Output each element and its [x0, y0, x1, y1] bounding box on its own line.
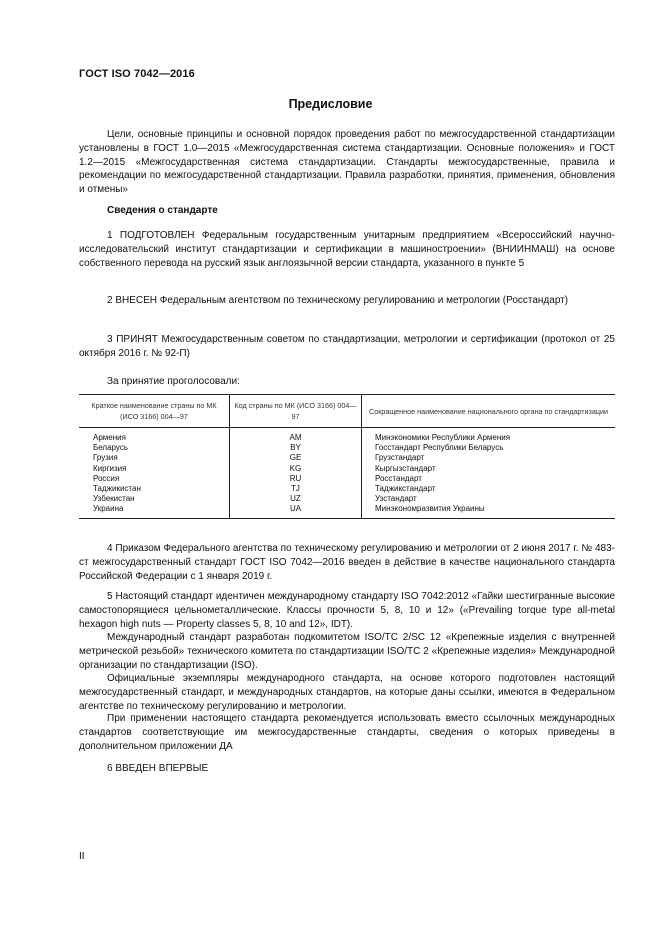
- vote-label: За принятие проголосовали:: [107, 376, 240, 387]
- intro-paragraph: Цели, основные принципы и основной порядок проведения работ по межгосударственной стандартизации установлены в ГОСТ 1.0—2015 «Межгосударственная система стандартизации. Основные положения» и ГОСТ 1.2—2015 «Межгосударственная система стандартизации. Стандарты межгосударственные, правила и рекомендации по межгосударственной стандартизации. Правила разработки, принятия, применения, обновления и отмены»: [79, 129, 615, 196]
- item-2-paragraph: 2 ВНЕСЕН Федеральным агентством по техническому регулированию и метрологии (Росстандарт): [107, 295, 569, 306]
- body-cell: Росстандарт: [362, 474, 616, 484]
- vote-table: [79, 394, 615, 519]
- header-country-code: Код страны по МК (ИСО 3166) 004—97: [230, 395, 362, 428]
- vote-table-header-row: [79, 395, 615, 428]
- code-cell: KG: [230, 464, 362, 474]
- code-cell: RU: [230, 474, 362, 484]
- page-number: II: [79, 851, 85, 862]
- country-cell: Грузия: [93, 453, 118, 463]
- body-cell: Минэкономразвития Украины: [362, 504, 616, 518]
- body-cell: Кыргызстандарт: [362, 464, 616, 474]
- country-cell: Киргизия: [93, 463, 127, 473]
- code-cell: UA: [230, 504, 362, 518]
- section-heading: Сведения о стандарте: [107, 205, 218, 216]
- country-cell: Таджикистан: [93, 484, 141, 494]
- table-row: [79, 504, 615, 518]
- item-5-paragraph-3: Официальные экземпляры международного стандарта, на основе которого подготовлен настоящий межгосударственный стандарт, и международных стандартов, на которые даны ссылки, имеются в Федеральном агентстве по техническому регулированию и метрологии.: [79, 673, 615, 712]
- page-title: Предисловие: [288, 97, 373, 111]
- country-cell: Россия: [93, 473, 120, 483]
- table-row: [79, 484, 615, 494]
- header-country-name: Краткое наименование страны по МК (ИСО 3166) 004—97: [79, 395, 230, 428]
- body-cell: Таджикстандарт: [362, 484, 616, 494]
- body-cell: Госстандарт Республики Беларусь: [362, 443, 616, 453]
- table-row: [79, 443, 615, 453]
- table-row: [79, 428, 615, 444]
- table-row: [79, 474, 615, 484]
- item-5-paragraph-2: Международный стандарт разработан подкомитетом ISO/TC 2/SC 12 «Крепежные изделия с внутренней метрической резьбой» технического комитета по стандартизации ISO/TC 2 «Крепежные изделия» Международной организации по стандартизации (ISO).: [79, 632, 615, 671]
- header-standards-body: Сокращенное наименование национального органа по стандартизации: [362, 395, 616, 428]
- code-cell: TJ: [230, 484, 362, 494]
- code-cell: AM: [230, 428, 362, 444]
- body-cell: Минэкономики Республики Армения: [362, 428, 616, 444]
- item-1-paragraph: 1 ПОДГОТОВЛЕН Федеральным государственным унитарным предприятием «Всероссийский научно-исследовательский институт стандартизации и сертификации в машиностроении» (ВНИИНМАШ) на основе собственного перевода на русский язык англоязычной версии стандарта, указанного в пункте 5: [79, 230, 615, 269]
- item-6-paragraph: 6 ВВЕДЕН ВПЕРВЫЕ: [107, 763, 209, 774]
- code-cell: BY: [230, 443, 362, 453]
- country-cell: Узбекистан: [93, 494, 135, 504]
- document-code: ГОСТ ISO 7042—2016: [79, 68, 195, 80]
- country-cell: Армения: [93, 433, 126, 442]
- item-4-paragraph: 4 Приказом Федерального агентства по техническому регулированию и метрологии от 2 июня 2017 г. № 483-ст межгосударственный стандарт ГОСТ ISO 7042—2016 введен в действие в качестве национального стандарта Российской Федерации с 1 января 2019 г.: [79, 543, 615, 582]
- body-cell: Грузстандарт: [362, 453, 616, 463]
- item-5-paragraph: 5 Настоящий стандарт идентичен международному стандарту ISO 7042:2012 «Гайки шестигранные высокие самостопорящиеся цельнометаллические. Классы прочности 5, 8, 10 и 12» («Prevailing torque type all-metal hexagon high nuts — Property classes 5, 8, 10 and 12», IDT).: [79, 591, 615, 630]
- item-5-paragraph-4: При применении настоящего стандарта рекомендуется использовать вместо ссылочных международных стандартов соответствующие им межгосударственные стандарты, сведения о которых приведены в дополнительном приложении ДА: [79, 713, 615, 752]
- item-3-paragraph: 3 ПРИНЯТ Межгосударственным советом по стандартизации, метрологии и сертификации (протокол от 25 октября 2016 г. № 92-П): [79, 334, 615, 359]
- code-cell: GE: [230, 453, 362, 463]
- table-row: [79, 453, 615, 463]
- country-cell: Украина: [79, 504, 230, 518]
- country-cell: Беларусь: [93, 443, 128, 453]
- code-cell: UZ: [230, 494, 362, 504]
- body-cell: Узстандарт: [362, 494, 616, 504]
- table-row: [79, 494, 615, 504]
- table-row: [79, 464, 615, 474]
